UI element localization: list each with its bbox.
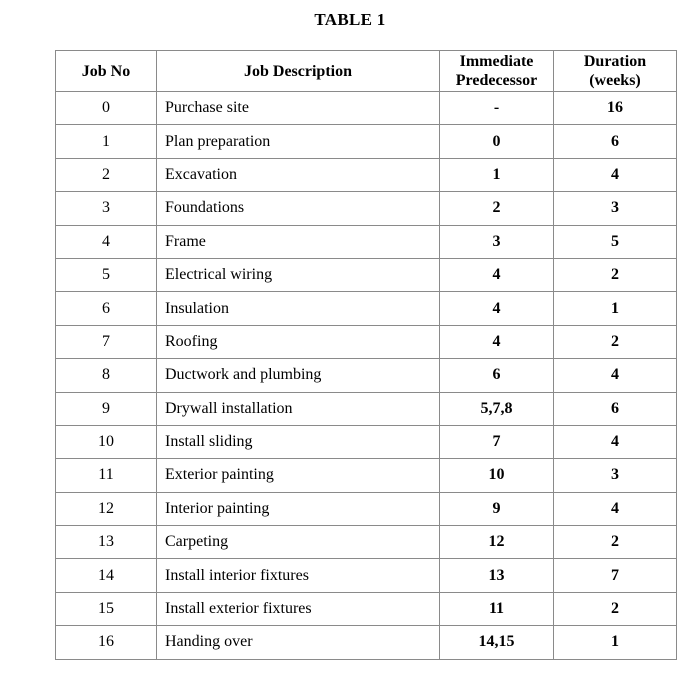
cell-job-description: Ductwork and plumbing — [157, 359, 440, 392]
cell-job-description: Handing over — [157, 626, 440, 659]
table-row — [56, 492, 677, 525]
cell-job-description: Roofing — [157, 325, 440, 358]
cell-job-description: Excavation — [157, 158, 440, 191]
cell-job-no: 14 — [56, 559, 157, 592]
cell-duration: 2 — [554, 592, 677, 625]
cell-predecessor: 2 — [440, 192, 554, 225]
cell-duration: 4 — [554, 359, 677, 392]
cell-predecessor: 0 — [440, 125, 554, 158]
table-row — [56, 92, 677, 125]
cell-duration: 3 — [554, 192, 677, 225]
cell-duration: 3 — [554, 459, 677, 492]
cell-predecessor: 13 — [440, 559, 554, 592]
table-row — [56, 526, 677, 559]
cell-job-no: 7 — [56, 325, 157, 358]
cell-job-no: 2 — [56, 158, 157, 191]
table-row — [56, 292, 677, 325]
table-row — [56, 225, 677, 258]
table-row — [56, 592, 677, 625]
cell-duration: 4 — [554, 492, 677, 525]
table-title: TABLE 1 — [314, 10, 386, 29]
cell-job-no: 13 — [56, 526, 157, 559]
cell-job-no: 8 — [56, 359, 157, 392]
cell-job-no: 15 — [56, 592, 157, 625]
table-header-row — [56, 51, 677, 92]
cell-predecessor: 11 — [440, 592, 554, 625]
header-job-no: Job No — [56, 51, 157, 92]
cell-job-description: Purchase site — [157, 92, 440, 125]
table-row — [56, 158, 677, 191]
cell-job-no: 10 — [56, 425, 157, 458]
cell-predecessor: 4 — [440, 325, 554, 358]
cell-job-no: 5 — [56, 258, 157, 291]
cell-job-no: 16 — [56, 626, 157, 659]
cell-duration: 1 — [554, 626, 677, 659]
cell-predecessor: 4 — [440, 258, 554, 291]
cell-job-description: Install exterior fixtures — [157, 592, 440, 625]
cell-job-description: Interior painting — [157, 492, 440, 525]
table-row — [56, 125, 677, 158]
cell-job-description: Drywall installation — [157, 392, 440, 425]
cell-job-description: Exterior painting — [157, 459, 440, 492]
cell-predecessor: - — [440, 92, 554, 125]
table-row — [56, 192, 677, 225]
table-row — [56, 425, 677, 458]
table-row — [56, 258, 677, 291]
cell-job-no: 4 — [56, 225, 157, 258]
header-immediate-predecessor — [440, 51, 554, 92]
cell-predecessor: 14,15 — [440, 626, 554, 659]
cell-predecessor: 6 — [440, 359, 554, 392]
cell-job-no: 3 — [56, 192, 157, 225]
cell-job-description: Insulation — [157, 292, 440, 325]
table-row — [56, 325, 677, 358]
header-duration-line1: Duration — [583, 53, 647, 70]
header-duration-line2: (weeks) — [589, 72, 641, 89]
cell-predecessor: 12 — [440, 526, 554, 559]
cell-predecessor: 4 — [440, 292, 554, 325]
cell-job-no: 1 — [56, 125, 157, 158]
cell-predecessor: 9 — [440, 492, 554, 525]
table-row — [56, 392, 677, 425]
header-duration — [554, 51, 677, 92]
header-job-description: Job Description — [157, 51, 440, 92]
cell-job-description: Electrical wiring — [157, 258, 440, 291]
cell-duration: 2 — [554, 325, 677, 358]
cell-job-description: Plan preparation — [157, 125, 440, 158]
cell-job-no: 0 — [56, 92, 157, 125]
table-row — [56, 559, 677, 592]
cell-job-no: 12 — [56, 492, 157, 525]
table-row — [56, 459, 677, 492]
cell-predecessor: 5,7,8 — [440, 392, 554, 425]
cell-duration: 6 — [554, 392, 677, 425]
cell-job-no: 11 — [56, 459, 157, 492]
cell-duration: 4 — [554, 158, 677, 191]
cell-duration: 16 — [554, 92, 677, 125]
cell-predecessor: 1 — [440, 158, 554, 191]
header-immediate-predecessor-line1: Immediate — [459, 53, 534, 70]
cell-job-no: 9 — [56, 392, 157, 425]
cell-job-description: Frame — [157, 225, 440, 258]
cell-predecessor: 7 — [440, 425, 554, 458]
table-row — [56, 359, 677, 392]
cell-duration: 7 — [554, 559, 677, 592]
table-row — [56, 626, 677, 659]
cell-job-description: Install interior fixtures — [157, 559, 440, 592]
cell-duration: 1 — [554, 292, 677, 325]
cell-duration: 2 — [554, 526, 677, 559]
cell-duration: 5 — [554, 225, 677, 258]
cell-duration: 4 — [554, 425, 677, 458]
cell-predecessor: 10 — [440, 459, 554, 492]
cell-job-no: 6 — [56, 292, 157, 325]
cell-predecessor: 3 — [440, 225, 554, 258]
job-table — [55, 50, 677, 660]
cell-job-description: Carpeting — [157, 526, 440, 559]
header-immediate-predecessor-line2: Predecessor — [455, 72, 538, 89]
cell-job-description: Foundations — [157, 192, 440, 225]
cell-duration: 2 — [554, 258, 677, 291]
cell-duration: 6 — [554, 125, 677, 158]
cell-job-description: Install sliding — [157, 425, 440, 458]
